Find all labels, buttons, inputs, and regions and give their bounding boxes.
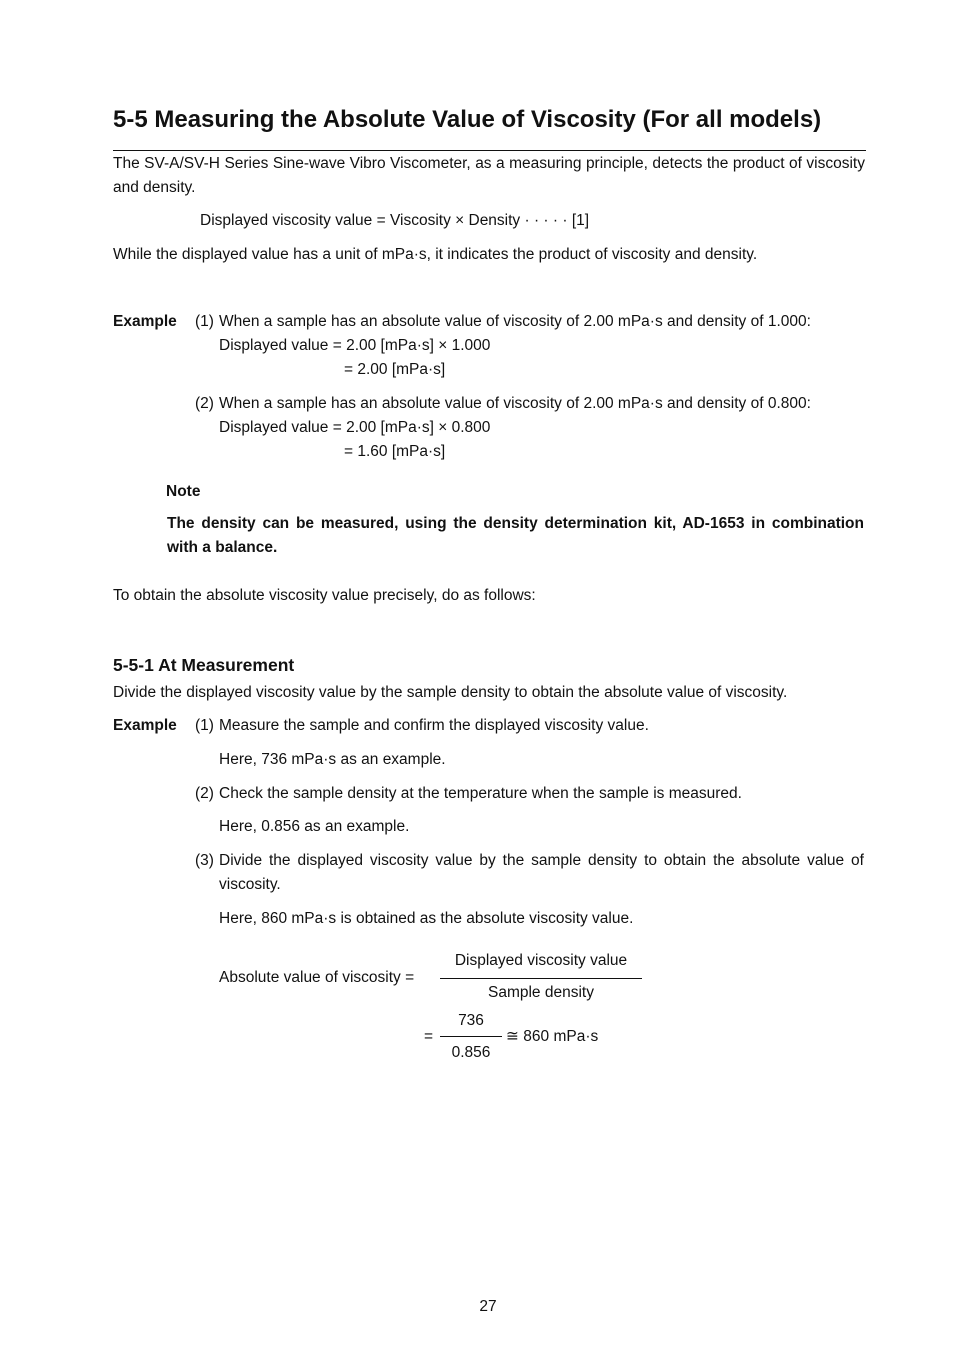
equals-sign: = [424, 1028, 434, 1045]
title-divider [113, 150, 866, 151]
equation-lhs: Absolute value of viscosity = [219, 969, 415, 986]
example-item-number: (1) [195, 313, 214, 330]
example-item-calc: Displayed value = 2.00 [mPa·s] × 1.000 [219, 337, 491, 354]
fraction-bar [440, 978, 642, 979]
fraction-denominator: Sample density [488, 984, 594, 1001]
step-text: Measure the sample and confirm the displayed viscosity value. [219, 717, 649, 734]
step-subtext: Here, 860 mPa·s is obtained as the absolute viscosity value. [219, 910, 634, 927]
subsection-description: Divide the displayed viscosity value by the sample density to obtain the absolute value of viscosity. [113, 684, 788, 701]
subsection-title: 5-5-1 At Measurement [113, 655, 295, 675]
page-title: 5-5 Measuring the Absolute Value of Viscosity (For all models) [113, 106, 822, 133]
example-item-calc: Displayed value = 2.00 [mPa·s] × 0.800 [219, 419, 491, 436]
formula-line: Displayed viscosity value = Viscosity × Density · · · · · [1] [200, 212, 590, 229]
page-number: 27 [479, 1298, 497, 1315]
example-item-number: (2) [195, 395, 214, 412]
fraction-numerator: Displayed viscosity value [454, 952, 628, 969]
example-item-result: = 2.00 [mPa·s] [344, 361, 446, 378]
example-item-result: = 1.60 [mPa·s] [344, 443, 446, 460]
procedure-intro: To obtain the absolute viscosity value precisely, do as follows: [113, 587, 536, 604]
note-label: Note [166, 483, 201, 500]
example-label: Example [113, 313, 177, 330]
step-text: Check the sample density at the temperature when the sample is measured. [219, 785, 742, 802]
step-number: (3) [195, 852, 214, 869]
step-subtext: Here, 0.856 as an example. [219, 818, 410, 835]
note-text: The density can be measured, using the density determination kit, AD-1653 in combination with a balance. [167, 515, 864, 556]
step-text: Divide the displayed viscosity value by the sample density to obtain the absolute value of viscosity. [219, 852, 864, 893]
step-number: (1) [195, 717, 214, 734]
example-label: Example [113, 717, 177, 734]
fraction-bar [440, 1036, 502, 1037]
unit-note: While the displayed value has a unit of mPa·s, it indicates the product of viscosity and density. [113, 246, 758, 263]
step-number: (2) [195, 785, 214, 802]
example-item-text: When a sample has an absolute value of viscosity of 2.00 mPa·s and density of 1.000: [219, 313, 811, 330]
step-subtext: Here, 736 mPa·s as an example. [219, 751, 446, 768]
equation-result: ≅ 860 mPa·s [506, 1028, 599, 1045]
intro-paragraph: The SV-A/SV-H Series Sine-wave Vibro Viscometer, as a measuring principle, detects the product of viscosity and density. [113, 155, 865, 196]
fraction-numerator: 736 [458, 1012, 484, 1029]
fraction-denominator: 0.856 [451, 1044, 491, 1061]
example-item-text: When a sample has an absolute value of viscosity of 2.00 mPa·s and density of 0.800: [219, 395, 811, 412]
